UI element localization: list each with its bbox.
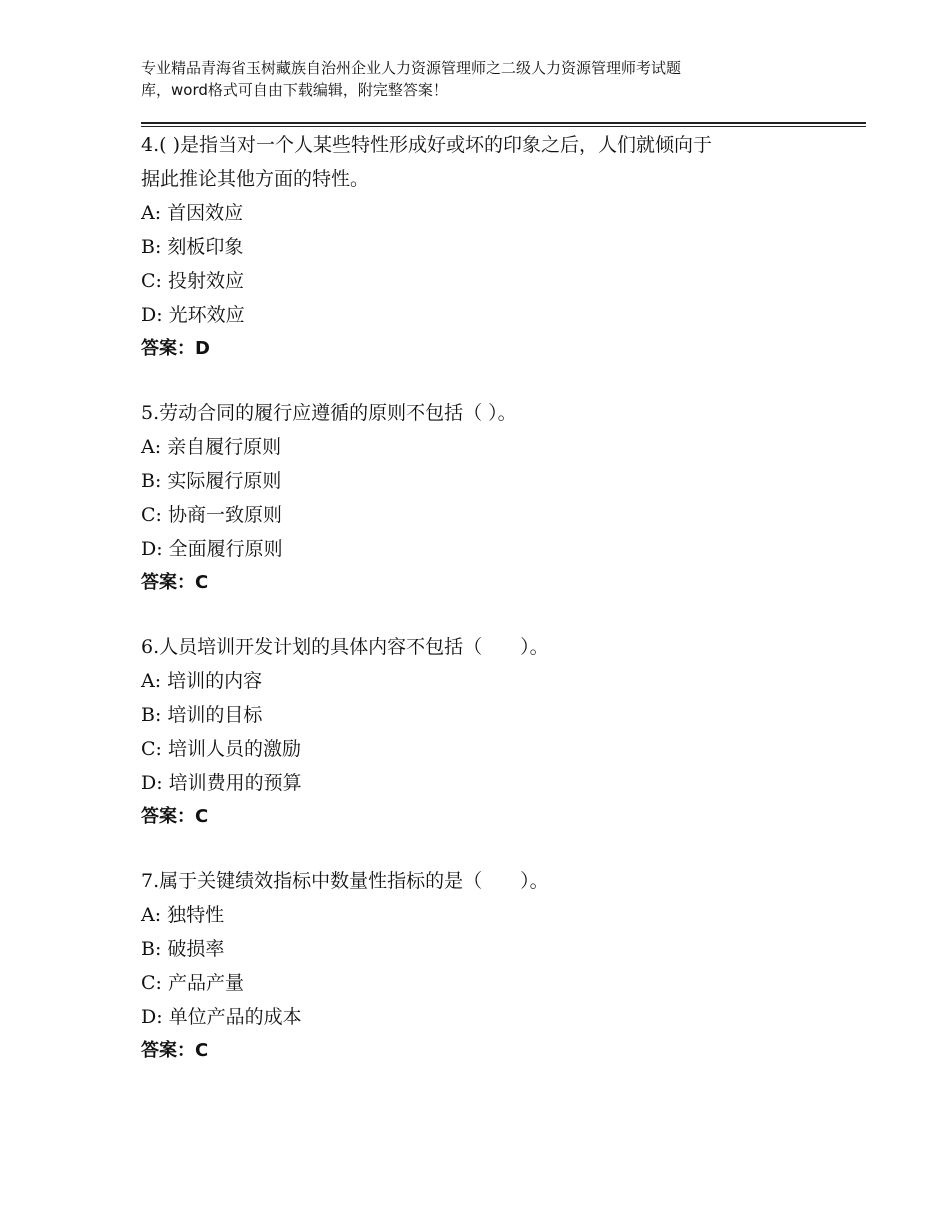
- option-b: B: 刻板印象: [141, 236, 244, 258]
- question-list: [141, 128, 831, 1098]
- option-c: C: 培训人员的激励: [141, 738, 301, 760]
- option-c: C: 投射效应: [141, 270, 244, 292]
- question-6: [141, 630, 831, 834]
- header-rule-thin: [141, 126, 866, 127]
- answer-label: 答案：D: [141, 338, 210, 359]
- question-4: [141, 128, 831, 366]
- document-header: [141, 57, 831, 101]
- header-line-1: 专业精品青海省玉树藏族自治州企业人力资源管理师之二级人力资源管理师考试题: [141, 59, 682, 77]
- option-b: B: 培训的目标: [141, 704, 263, 726]
- option-d: D: 单位产品的成本: [141, 1006, 302, 1028]
- question-5: [141, 396, 831, 600]
- question-stem: 5.劳动合同的履行应遵循的原则不包括（ ）。: [141, 402, 517, 424]
- option-b: B: 实际履行原则: [141, 470, 282, 492]
- question-stem: 4.( )是指当对一个人某些特性形成好或坏的印象之后，人们就倾向于: [141, 134, 712, 156]
- option-c: C: 产品产量: [141, 972, 244, 994]
- header-rule-thick: [141, 122, 866, 124]
- option-a: A: 亲自履行原则: [141, 436, 282, 458]
- answer-label: 答案：C: [141, 806, 209, 827]
- option-a: A: 独特性: [141, 904, 225, 926]
- header-line-2: 库，word格式可自由下载编辑，附完整答案！: [141, 81, 448, 99]
- option-d: D: 光环效应: [141, 304, 245, 326]
- answer-label: 答案：C: [141, 1040, 209, 1061]
- option-a: A: 首因效应: [141, 202, 244, 224]
- question-stem: 6.人员培训开发计划的具体内容不包括（ ）。: [141, 636, 549, 658]
- option-d: D: 全面履行原则: [141, 538, 283, 560]
- question-stem-continued: 据此推论其他方面的特性。: [141, 168, 370, 190]
- question-7: [141, 864, 831, 1068]
- option-c: C: 协商一致原则: [141, 504, 282, 526]
- answer-label: 答案：C: [141, 572, 209, 593]
- option-a: A: 培训的内容: [141, 670, 263, 692]
- option-b: B: 破损率: [141, 938, 225, 960]
- option-d: D: 培训费用的预算: [141, 772, 302, 794]
- question-stem: 7.属于关键绩效指标中数量性指标的是（ ）。: [141, 870, 549, 892]
